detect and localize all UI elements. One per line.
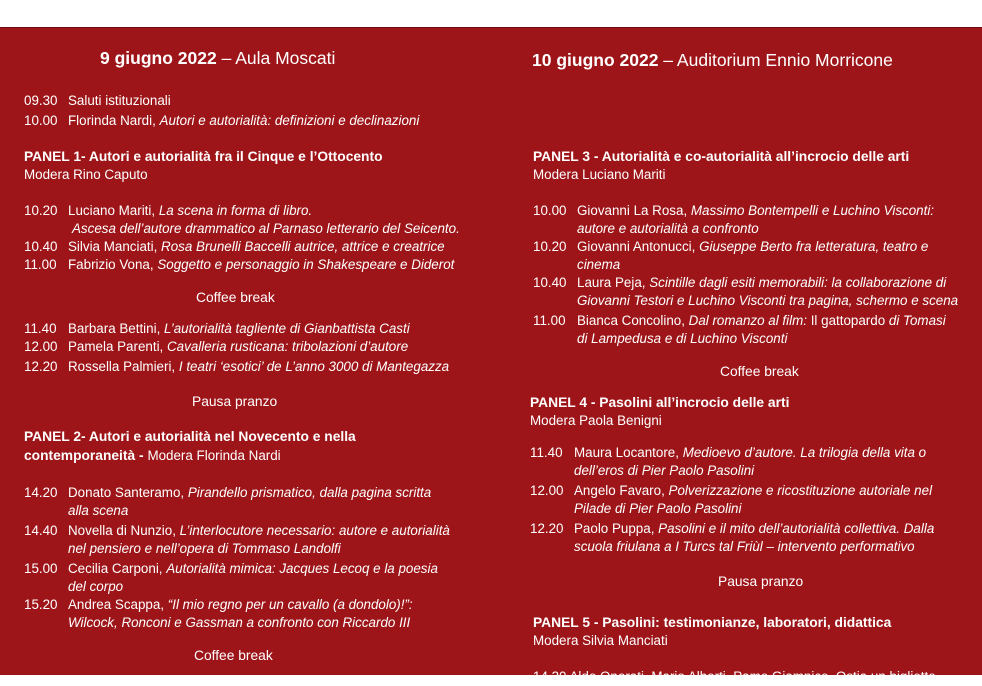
talk-line: 11.00 Bianca Concolino, Dal romanzo al film: Il gattopardo di Tomasi xyxy=(533,313,946,328)
day1-heading: 9 giugno 2022 – Aula Moscati xyxy=(100,48,336,68)
schedule-line: 09.30 Saluti istituzionali xyxy=(24,93,171,108)
panel1-title: PANEL 1- Autori e autorialità fra il Cinque e l’Ottocento xyxy=(24,149,383,164)
coffee-break-label: Coffee break xyxy=(194,648,273,663)
talk-continuation: di Lampedusa e di Luchino Visconti xyxy=(577,331,788,346)
talk-continuation: dell’eros di Pier Paolo Pasolini xyxy=(574,463,755,478)
talk-line: 11.40 Maura Locantore, Medioevo d’autore. La trilogia della vita o xyxy=(530,445,927,460)
panel2-title: PANEL 2- Autori e autorialità nel Novecento e nella xyxy=(24,429,356,444)
talk-line: 10.40 Silvia Manciati, Rosa Brunelli Baccelli autrice, attrice e creatrice xyxy=(24,239,445,254)
talk-line: 10.20 Luciano Mariti, La scena in forma di libro. xyxy=(24,203,313,218)
coffee-break-label: Coffee break xyxy=(196,290,275,305)
lunch-break-label: Pausa pranzo xyxy=(192,394,278,409)
talk-line-partial: 14.30 Aldo Onorati, Mario Alberti, Pamo Giampico, Ostia un biglietto xyxy=(533,669,936,684)
talk-continuation: cinema xyxy=(577,257,621,272)
talk-line: 15.20 Andrea Scappa, “Il mio regno per un cavallo (a dondolo)!”: xyxy=(24,597,413,612)
talk-line: 12.20 Paolo Puppa, Pasolini e il mito dell’autorialità collettiva. Dalla xyxy=(530,521,935,536)
top-white-band xyxy=(0,0,982,28)
talk-line: 14.40 Novella di Nunzio, L’interlocutore necessario: autore e autorialità xyxy=(24,523,450,538)
panel2-title-line2: contemporaneità - Modera Florinda Nardi xyxy=(24,448,281,463)
talk-continuation: nel pensiero e nell’opera di Tommaso Landolfi xyxy=(68,541,341,556)
talk-line: 12.00 Angelo Favaro, Polverizzazione e ricostituzione autoriale nel xyxy=(530,483,933,498)
talk-line: 15.00 Cecilia Carponi, Autorialità mimica: Jacques Lecoq e la poesia xyxy=(24,561,438,576)
talk-continuation: Wilcock, Ronconi e Gassman a confronto con Riccardo III xyxy=(68,615,411,630)
talk-continuation: Ascesa dell’autore drammatico al Parnaso letterario del Seicento. xyxy=(72,221,460,236)
lunch-break-label: Pausa pranzo xyxy=(718,574,804,589)
talk-line: 10.40 Laura Peja, Scintille dagli esiti memorabili: la collaborazione di xyxy=(533,275,947,290)
talk-continuation: del corpo xyxy=(68,579,124,594)
talk-line: 12.20 Rossella Palmieri, I teatri ‘esotici’ de L’anno 3000 di Mantegazza xyxy=(24,359,450,374)
panel5-title: PANEL 5 - Pasolini: testimonianze, laboratori, didattica xyxy=(533,615,892,630)
panel3-moderator: Modera Luciano Mariti xyxy=(533,167,666,182)
day2-heading: 10 giugno 2022 – Auditorium Ennio Morricone xyxy=(532,50,893,70)
talk-line: 14.20 Donato Santeramo, Pirandello prismatico, dalla pagina scritta xyxy=(24,485,432,500)
talk-continuation: scuola friulana a I Turcs tal Friùl – intervento performativo xyxy=(574,539,915,554)
panel5-moderator: Modera Silvia Manciati xyxy=(533,633,668,648)
talk-line: 10.00 Giovanni La Rosa, Massimo Bontempelli e Luchino Visconti: xyxy=(533,203,935,218)
talk-line: 11.00 Fabrizio Vona, Soggetto e personaggio in Shakespeare e Diderot xyxy=(24,257,455,272)
panel4-title: PANEL 4 - Pasolini all’incrocio delle arti xyxy=(530,395,790,410)
panel1-moderator: Modera Rino Caputo xyxy=(24,167,148,182)
talk-continuation: Pilade di Pier Paolo Pasolini xyxy=(574,501,742,516)
talk-line: 11.40 Barbara Bettini, L’autorialità tagliente di Gianbattista Casti xyxy=(24,321,410,336)
talk-continuation: Giovanni Testori e Luchino Visconti tra pagina, schermo e scena xyxy=(577,293,959,308)
talk-line: 10.20 Giovanni Antonucci, Giuseppe Berto fra letteratura, teatro e xyxy=(533,239,929,254)
coffee-break-label: Coffee break xyxy=(720,364,799,379)
talk-continuation: autore e autorialità a confronto xyxy=(577,221,759,236)
panel4-moderator: Modera Paola Benigni xyxy=(530,413,662,428)
schedule-line: 10.00 Florinda Nardi, Autori e autorialità: definizioni e declinazioni xyxy=(24,113,420,128)
panel3-title: PANEL 3 - Autorialità e co-autorialità all’incrocio delle arti xyxy=(533,149,910,164)
talk-line: 12.00 Pamela Parenti, Cavalleria rusticana: tribolazioni d’autore xyxy=(24,339,409,354)
top-divider xyxy=(0,27,982,28)
talk-continuation: alla scena xyxy=(68,503,129,518)
